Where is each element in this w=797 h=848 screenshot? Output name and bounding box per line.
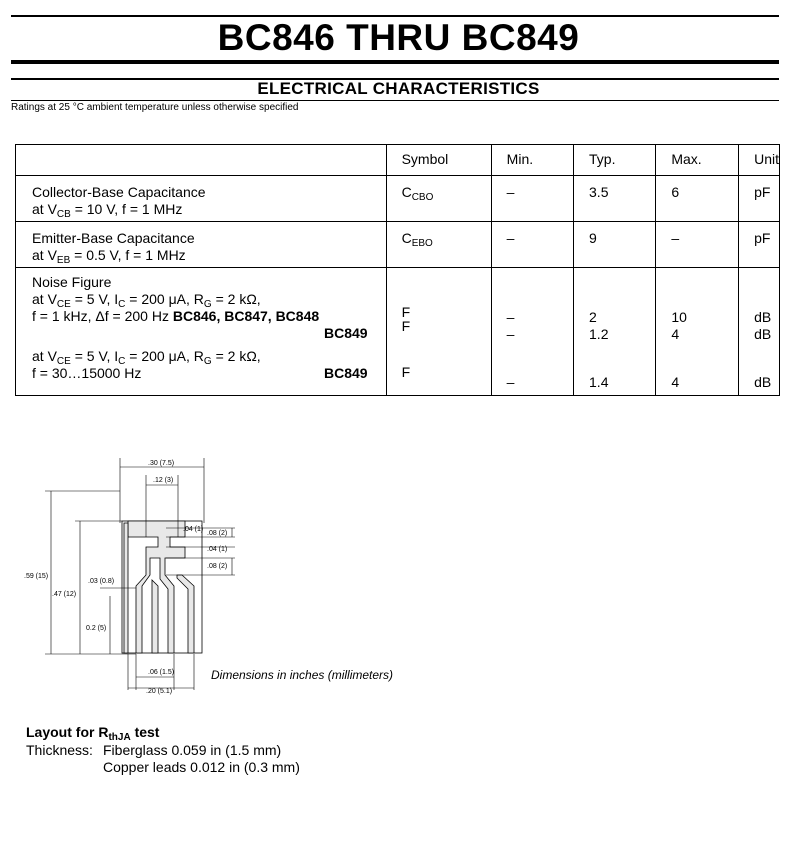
param-condition: f = 30…15000 Hz BC849 — [32, 365, 368, 381]
max-value: 10 — [671, 309, 687, 325]
typ-value: 1.4 — [589, 374, 609, 390]
dim-inner-height: .47 (12) — [52, 591, 77, 598]
thickness-label: Thickness: — [26, 742, 93, 758]
param-name: Collector-Base Capacitance — [32, 184, 206, 200]
unit-value: dB — [754, 374, 772, 390]
layout-title: Layout for $R_{thJA}$ test — [26, 724, 160, 743]
pcb-layout-drawing — [0, 440, 400, 700]
max-value: 4 — [671, 326, 680, 342]
dim-overall-height: .59 (15) — [24, 573, 49, 580]
table-row — [16, 268, 780, 396]
dim-bottom-width: .20 (5.1) — [146, 688, 173, 695]
unit-value: dB — [754, 326, 772, 342]
device-label: BC849 — [323, 325, 368, 341]
header-symbol: Symbol — [386, 145, 491, 176]
min-value: – — [506, 326, 515, 342]
min-value: – — [506, 184, 515, 200]
title-rule — [11, 60, 779, 64]
max-value: 4 — [671, 374, 680, 390]
typ-value: 1.2 — [589, 326, 609, 342]
symbol: $C_{EBO}$ — [401, 230, 433, 249]
table-row — [16, 222, 780, 268]
param-condition: at $V_{CB} = 10$ V, f = 1 MHz — [32, 201, 183, 220]
param-condition: at $V_{CE} = 5$ V, $I_C = 200$ μA, $R_G = 2$ kΩ, — [32, 291, 261, 310]
dim-top-width: .30 (7.5) — [148, 460, 175, 467]
symbol: F — [401, 364, 411, 380]
figure-caption: Dimensions in inches (millimeters) — [211, 668, 394, 682]
page-title: BC846 THRU BC849 — [217, 17, 580, 58]
min-value: – — [506, 374, 515, 390]
typ-value: 9 — [589, 230, 597, 246]
param-condition: at $V_{EB} = 0.5$ V, f = 1 MHz — [32, 247, 186, 266]
param-condition: at $V_{CE} = 5$ V, $I_C = 200$ μA, $R_G = 2$ kΩ, — [32, 348, 261, 367]
max-value: – — [671, 230, 680, 246]
dim-lead-len: 0.2 (5) — [86, 625, 107, 632]
typ-value: 2 — [589, 309, 597, 325]
dim-lead-pitch: .06 (1.5) — [148, 669, 175, 676]
symbol: $C_{CBO}$ — [401, 184, 434, 203]
min-value: – — [506, 309, 515, 325]
dim-08b: .08 (2) — [207, 563, 228, 570]
dim-04a: .04 (1) — [183, 526, 204, 533]
header-typ: Typ. — [574, 145, 656, 176]
max-value: 6 — [671, 184, 680, 200]
dim-04b: .04 (1) — [207, 546, 228, 553]
header-unit: Unit — [739, 145, 780, 176]
param-condition: f = 1 kHz, Δf = 200 Hz BC846, BC847, BC848 — [32, 308, 320, 324]
section-rule-bottom — [11, 100, 779, 101]
param-name: Emitter-Base Capacitance — [32, 230, 195, 246]
table-row — [16, 176, 780, 222]
unit-value: pF — [754, 184, 771, 200]
symbol: F — [401, 304, 411, 320]
min-value: – — [506, 230, 515, 246]
thickness-copper: Copper leads 0.012 in (0.3 mm) — [103, 759, 300, 775]
dim-08a: .08 (2) — [207, 530, 228, 537]
dim-lead-gap: .03 (0.8) — [88, 578, 115, 585]
copper-lead-right — [177, 575, 194, 653]
section-title: ELECTRICAL CHARACTERISTICS — [257, 79, 540, 98]
characteristics-table — [15, 144, 780, 396]
param-name: Noise Figure — [32, 274, 112, 290]
ratings-note: Ratings at 25 °C ambient temperature unless otherwise specified — [11, 102, 299, 113]
header-param-cell — [16, 145, 387, 176]
thickness-fiberglass: Fiberglass 0.059 in (1.5 mm) — [103, 742, 282, 758]
copper-lead-mid — [152, 580, 158, 653]
dim-pad-width: .12 (3) — [153, 477, 174, 484]
unit-value: dB — [754, 309, 772, 325]
symbol: F — [401, 318, 411, 334]
table-header-row — [16, 145, 780, 176]
header-min: Min. — [491, 145, 573, 176]
typ-value: 3.5 — [589, 184, 609, 200]
header-max: Max. — [656, 145, 739, 176]
unit-value: pF — [754, 230, 771, 246]
